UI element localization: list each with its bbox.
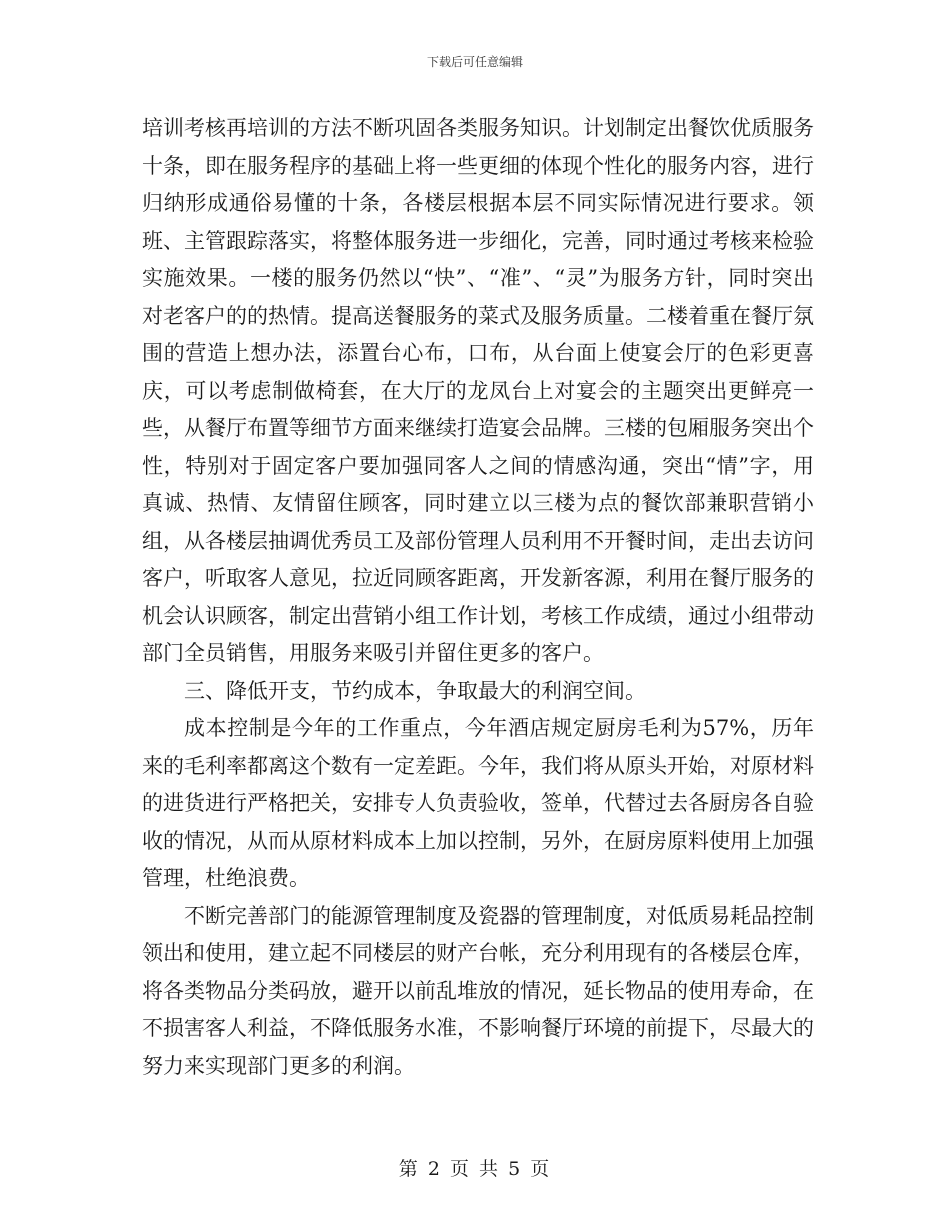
page-label-prefix: 第: [398, 1158, 420, 1180]
paragraph-cost-control: 成本控制是今年的工作重点，今年酒店规定厨房毛利为57%，历年来的毛利率都离这个数有一定差距。今年，我们将从原头开始，对原材料的进货进行严格把关，安排专人负责验收，签单，代替过去各厨房各自验收的情况，从而从原材料成本上加以控制，另外，在厨房原料使用上加强管理，杜绝浪费。: [142, 716, 814, 890]
section-heading: 三、降低开支，节约成本，争取最大的利润空间。: [184, 678, 646, 703]
paragraph-energy-management: 不断完善部门的能源管理制度及瓷器的管理制度，对低质易耗品控制领出和使用，建立起不同楼层的财产台帐，充分利用现有的各楼层仓库，将各类物品分类码放，避开以前乱堆放的情况，延长物品的使用寿命，在不损害客人利益，不降低服务水准，不影响餐厅环境的前提下，尽最大的努力来实现部门更多的利润。: [142, 903, 814, 1078]
page-label-mid: 页 共: [449, 1158, 501, 1180]
paragraph-continued: 培训考核再培训的方法不断巩固各类服务知识。计划制定出餐饮优质服务十条，即在服务程序的基础上将一些更细的体现个性化的服务内容，进行归纳形成通俗易懂的十条，各楼层根据本层不同实际情况进行要求。领班、主管跟踪落实，将整体服务进一步细化，完善，同时通过考核来检验实施效果。一楼的服务仍然以“快”、“准”、“灵”为服务方针，同时突出对老客户的的热情。提高送餐服务的菜式及服务质量。二楼着重在餐厅氛围的营造上想办法，添置台心布，口布，从台面上使宴会厅的色彩更喜庆，可以考虑制做椅套，在大厅的龙凤台上对宴会的主题突出更鲜亮一些，从餐厅布置等细节方面来继续打造宴会品牌。三楼的包厢服务突出个性，特别对于固定客户要加强同客人之间的情感沟通，突出“情”字，用真诚、热情、友情留住顾客，同时建立以三楼为点的餐饮部兼职营销小组，从各楼层抽调优秀员工及部份管理人员利用不开餐时间，走出去访问客户，听取客人意见，拉近同顾客距离，开发新客源，利用在餐厅服务的机会认识顾客，制定出营销小组工作计划，考核工作成绩，通过小组带动部门全员销售，用服务来吸引并留住更多的客户。: [142, 116, 814, 665]
current-page-number: 2: [427, 1158, 442, 1180]
page-label-suffix: 页: [530, 1158, 552, 1180]
page-footer: [0, 1154, 950, 1181]
total-pages-number: 5: [508, 1158, 523, 1180]
page-header-note: 下载后可任意编辑: [426, 55, 523, 69]
document-body: [142, 110, 814, 1085]
